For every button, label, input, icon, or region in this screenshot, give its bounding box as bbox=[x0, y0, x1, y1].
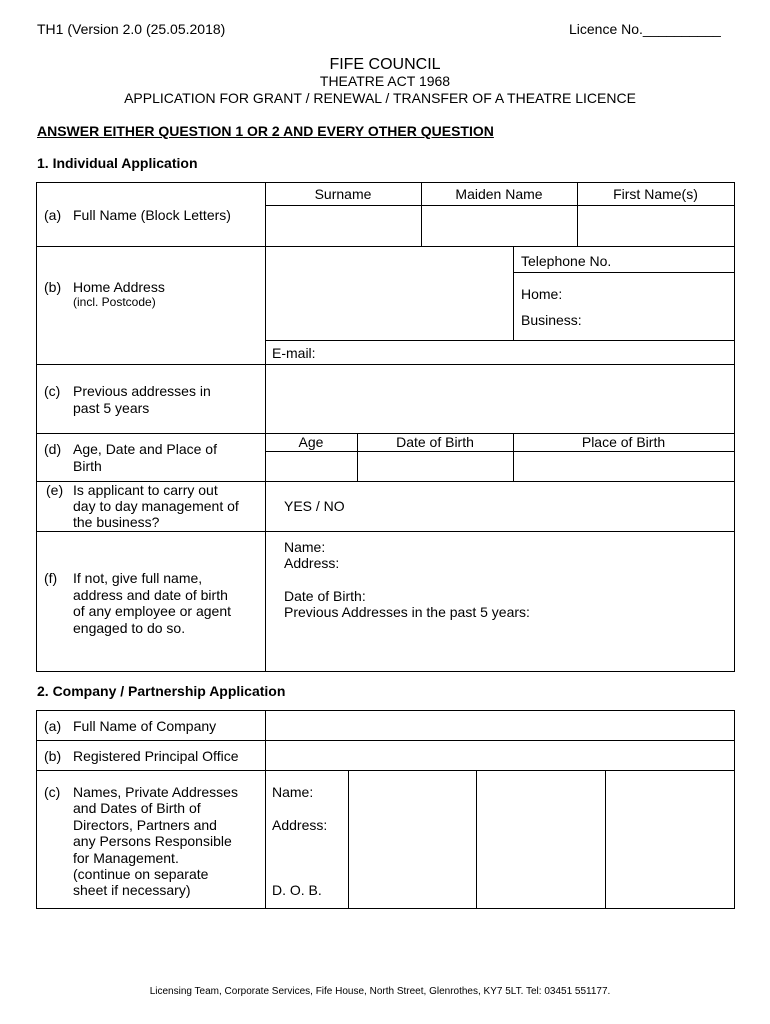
business-phone-field[interactable]: Business: bbox=[521, 312, 582, 328]
home-address-field[interactable] bbox=[267, 248, 512, 339]
employee-label-1: If not, give full name, bbox=[73, 570, 203, 586]
director-name-label: Name: bbox=[272, 784, 314, 800]
first-names-header: First Name(s) bbox=[613, 186, 698, 202]
prev-addresses-label-1: Previous addresses in bbox=[73, 383, 211, 399]
age-header: Age bbox=[298, 434, 324, 450]
management-label-2: day to day management of bbox=[73, 498, 239, 514]
home-address-sublabel: (incl. Postcode) bbox=[73, 295, 156, 309]
maiden-name-field[interactable] bbox=[423, 207, 576, 245]
s1-a-number: (a) bbox=[44, 207, 62, 223]
dob-header: Date of Birth bbox=[396, 434, 474, 450]
age-field[interactable] bbox=[267, 453, 356, 480]
s2-a-number: (a) bbox=[44, 718, 62, 734]
section1-heading: 1. Individual Application bbox=[37, 155, 198, 171]
company-name-label: Full Name of Company bbox=[73, 718, 217, 734]
age-dob-label-2: Birth bbox=[73, 458, 102, 474]
employee-label-3: of any employee or agent bbox=[73, 603, 231, 619]
registered-office-field[interactable] bbox=[267, 742, 733, 769]
directors-label-1: Names, Private Addresses bbox=[73, 784, 238, 800]
s1-b-number: (b) bbox=[44, 279, 62, 295]
management-label-3: the business? bbox=[73, 514, 160, 530]
employee-name-field[interactable]: Name: bbox=[284, 539, 326, 555]
s1-c-number: (c) bbox=[44, 383, 61, 399]
s1-f-number: (f) bbox=[44, 570, 58, 586]
director-2-field[interactable] bbox=[478, 772, 604, 907]
s2-c-number: (c) bbox=[44, 784, 61, 800]
director-dob-label: D. O. B. bbox=[272, 882, 322, 898]
director-address-label: Address: bbox=[272, 817, 328, 833]
directors-label-3: Directors, Partners and bbox=[73, 817, 217, 833]
form-code: TH1 (Version 2.0 (25.05.2018) bbox=[37, 21, 226, 37]
s1-d-number: (d) bbox=[44, 441, 62, 457]
prev-addresses-label-2: past 5 years bbox=[73, 400, 150, 416]
application-title: APPLICATION FOR GRANT / RENEWAL / TRANSFER OF A THEATRE LICENCE bbox=[124, 90, 636, 106]
council-title: FIFE COUNCIL bbox=[329, 56, 441, 73]
dob-field[interactable] bbox=[359, 453, 512, 480]
management-label-1: Is applicant to carry out bbox=[73, 482, 218, 498]
email-field[interactable]: E-mail: bbox=[272, 345, 316, 361]
directors-label-4: any Persons Responsible bbox=[73, 833, 232, 849]
employee-dob-field[interactable]: Date of Birth: bbox=[284, 588, 366, 604]
s1-e-number: (e) bbox=[46, 482, 64, 498]
employee-label-2: address and date of birth bbox=[73, 587, 228, 603]
s2-b-number: (b) bbox=[44, 748, 62, 764]
employee-address-field[interactable]: Address: bbox=[284, 555, 340, 571]
s1-full-name-label: Full Name (Block Letters) bbox=[73, 207, 231, 223]
telephone-label: Telephone No. bbox=[521, 253, 612, 269]
company-name-field[interactable] bbox=[267, 712, 733, 739]
yes-no-field[interactable]: YES / NO bbox=[284, 498, 345, 514]
directors-label-7: sheet if necessary) bbox=[73, 882, 191, 898]
home-phone-field[interactable]: Home: bbox=[521, 286, 563, 302]
directors-label-6: (continue on separate bbox=[73, 866, 209, 882]
employee-prev-addresses-field[interactable]: Previous Addresses in the past 5 years: bbox=[284, 604, 530, 620]
directors-label-5: for Management. bbox=[73, 850, 179, 866]
age-dob-label-1: Age, Date and Place of bbox=[73, 441, 217, 457]
employee-label-4: engaged to do so. bbox=[73, 620, 186, 636]
place-of-birth-header: Place of Birth bbox=[581, 434, 666, 450]
footer-contact: Licensing Team, Corporate Services, Fife House, North Street, Glenrothes, KY7 5LT. Tel: 03451 551177. bbox=[149, 986, 611, 997]
prev-addresses-field[interactable] bbox=[267, 366, 733, 432]
place-of-birth-field[interactable] bbox=[515, 453, 733, 480]
home-address-label: Home Address bbox=[73, 279, 165, 295]
registered-office-label: Registered Principal Office bbox=[73, 748, 239, 764]
first-names-field[interactable] bbox=[579, 207, 733, 245]
directors-label-2: and Dates of Birth of bbox=[73, 800, 201, 816]
licence-number-field: Licence No.__________ bbox=[569, 21, 721, 37]
section2-heading: 2. Company / Partnership Application bbox=[37, 683, 286, 699]
maiden-name-header: Maiden Name bbox=[455, 186, 543, 202]
surname-header: Surname bbox=[314, 186, 372, 202]
director-1-field[interactable] bbox=[350, 772, 475, 907]
act-title: THEATRE ACT 1968 bbox=[319, 73, 451, 89]
director-3-field[interactable] bbox=[607, 772, 733, 907]
surname-field[interactable] bbox=[267, 207, 420, 245]
instruction: ANSWER EITHER QUESTION 1 OR 2 AND EVERY OTHER QUESTION bbox=[37, 123, 494, 139]
